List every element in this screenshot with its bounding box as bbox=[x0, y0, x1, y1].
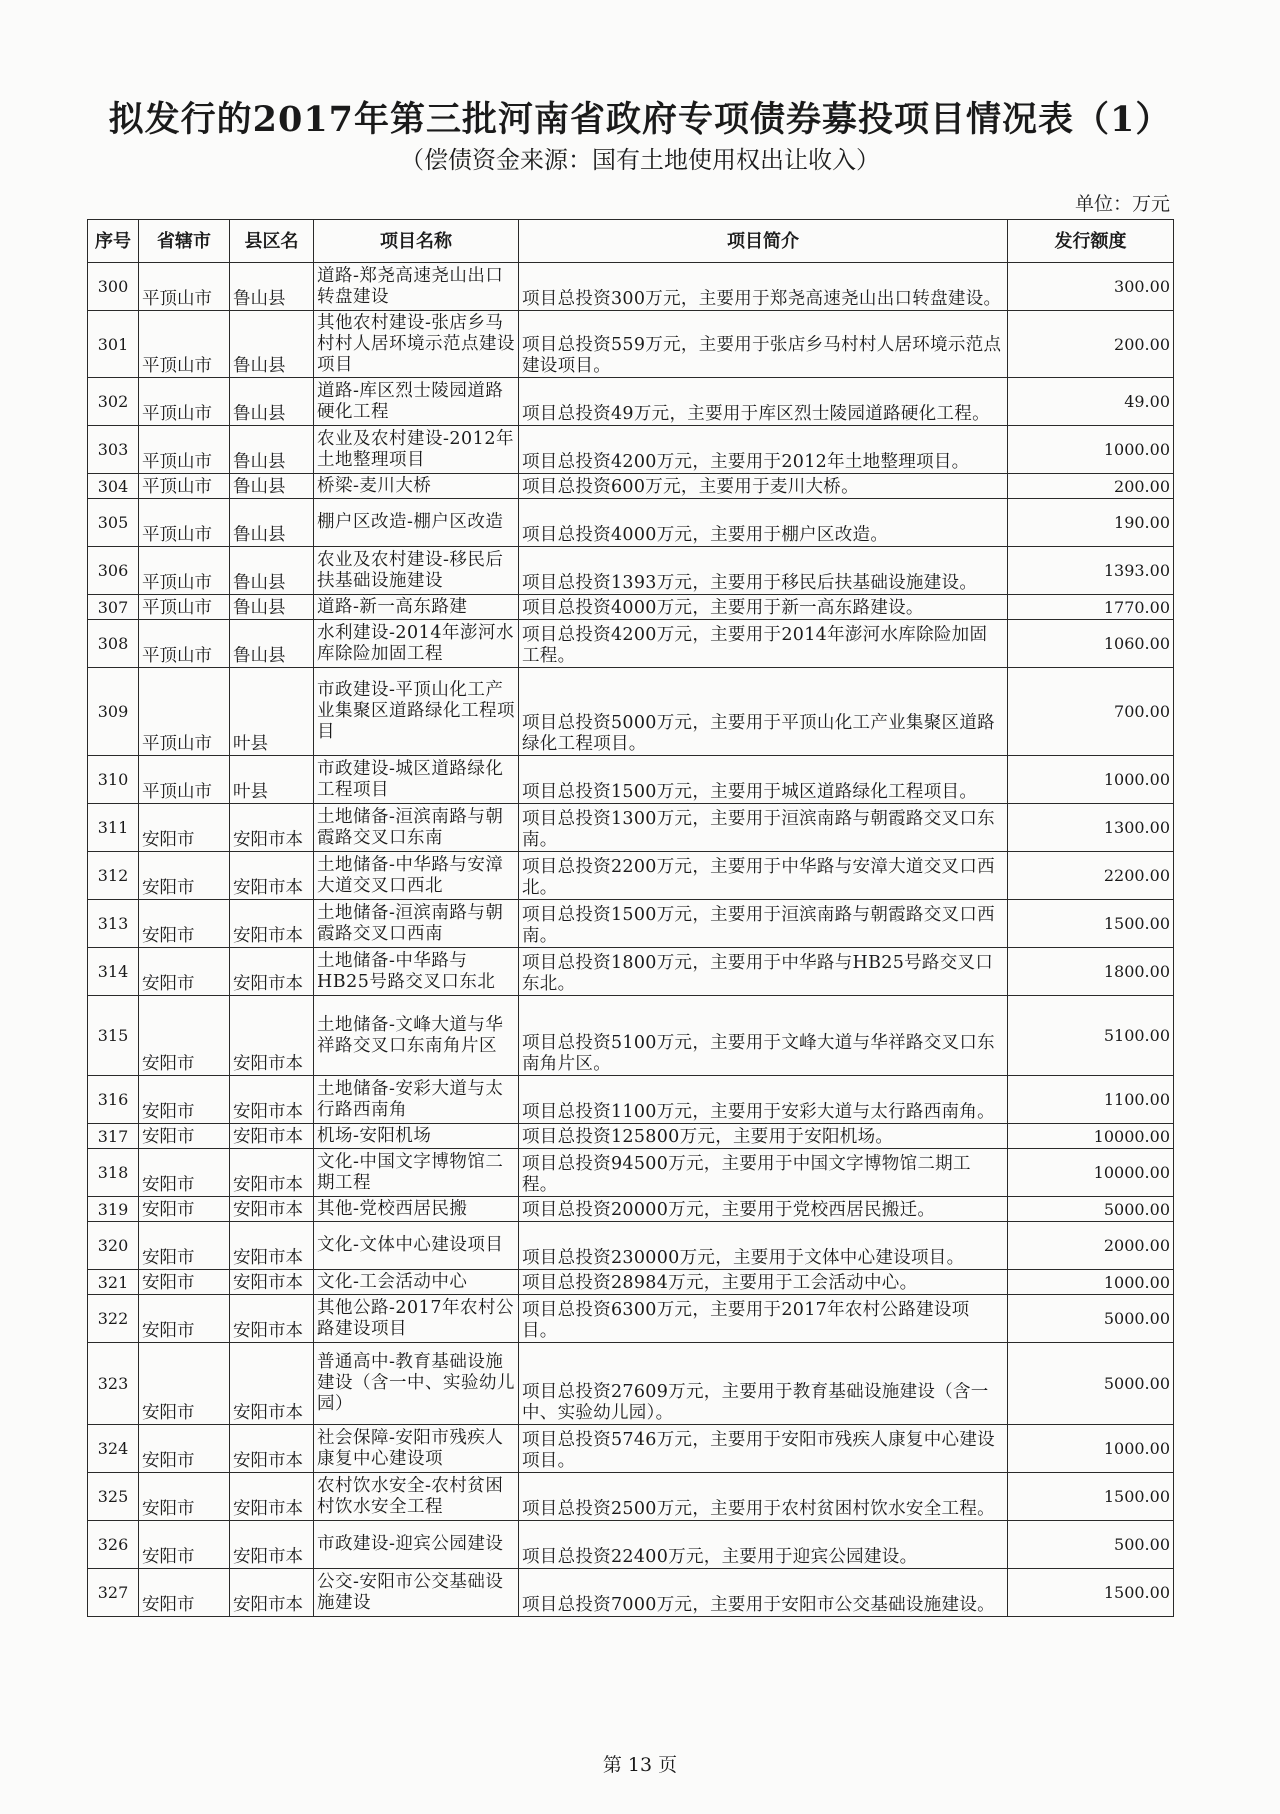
header-amount: 发行额度 bbox=[1008, 220, 1174, 263]
cell-description: 项目总投资4200万元，主要用于2012年土地整理项目。 bbox=[519, 426, 1008, 474]
table-row bbox=[88, 1270, 1174, 1295]
cell-county: 安阳市本 bbox=[230, 804, 314, 852]
table-row bbox=[88, 1295, 1174, 1343]
cell-description: 项目总投资1500万元，主要用于城区道路绿化工程项目。 bbox=[519, 756, 1008, 804]
cell-city: 安阳市 bbox=[139, 1295, 230, 1343]
cell-amount: 10000.00 bbox=[1008, 1124, 1174, 1149]
cell-project-name: 农业及农村建设-移民后扶基础设施建设 bbox=[314, 547, 519, 595]
cell-seq: 319 bbox=[88, 1197, 139, 1222]
cell-city: 平顶山市 bbox=[139, 426, 230, 474]
cell-description: 项目总投资125800万元，主要用于安阳机场。 bbox=[519, 1124, 1008, 1149]
cell-project-name: 市政建设-平顶山化工产业集聚区道路绿化工程项目 bbox=[314, 668, 519, 756]
cell-seq: 301 bbox=[88, 311, 139, 378]
cell-seq: 306 bbox=[88, 547, 139, 595]
cell-amount: 1800.00 bbox=[1008, 948, 1174, 996]
cell-description: 项目总投资6300万元，主要用于2017年农村公路建设项目。 bbox=[519, 1295, 1008, 1343]
cell-amount: 1500.00 bbox=[1008, 1569, 1174, 1617]
cell-amount: 1100.00 bbox=[1008, 1076, 1174, 1124]
cell-amount: 1500.00 bbox=[1008, 900, 1174, 948]
cell-county: 安阳市本 bbox=[230, 1222, 314, 1270]
header-county: 县区名 bbox=[230, 220, 314, 263]
cell-county: 安阳市本 bbox=[230, 900, 314, 948]
cell-city: 安阳市 bbox=[139, 1149, 230, 1197]
cell-amount: 1000.00 bbox=[1008, 426, 1174, 474]
cell-seq: 307 bbox=[88, 595, 139, 620]
cell-project-name: 水利建设-2014年澎河水库除险加固工程 bbox=[314, 620, 519, 668]
cell-description: 项目总投资27609万元，主要用于教育基础设施建设（含一中、实验幼儿园）。 bbox=[519, 1343, 1008, 1425]
cell-project-name: 土地储备-安彩大道与太行路西南角 bbox=[314, 1076, 519, 1124]
table-row bbox=[88, 499, 1174, 547]
cell-project-name: 桥梁-麦川大桥 bbox=[314, 474, 519, 499]
cell-county: 安阳市本 bbox=[230, 948, 314, 996]
cell-seq: 327 bbox=[88, 1569, 139, 1617]
cell-city: 平顶山市 bbox=[139, 263, 230, 311]
cell-description: 项目总投资1800万元，主要用于中华路与HB25号路交叉口东北。 bbox=[519, 948, 1008, 996]
cell-project-name: 公交-安阳市公交基础设施建设 bbox=[314, 1569, 519, 1617]
table-row bbox=[88, 948, 1174, 996]
cell-seq: 315 bbox=[88, 996, 139, 1076]
cell-city: 安阳市 bbox=[139, 900, 230, 948]
cell-amount: 5000.00 bbox=[1008, 1295, 1174, 1343]
cell-amount: 1060.00 bbox=[1008, 620, 1174, 668]
table-row bbox=[88, 547, 1174, 595]
cell-seq: 317 bbox=[88, 1124, 139, 1149]
table-row bbox=[88, 1521, 1174, 1569]
cell-seq: 321 bbox=[88, 1270, 139, 1295]
cell-seq: 309 bbox=[88, 668, 139, 756]
table-row bbox=[88, 620, 1174, 668]
cell-description: 项目总投资2500万元，主要用于农村贫困村饮水安全工程。 bbox=[519, 1473, 1008, 1521]
cell-county: 安阳市本 bbox=[230, 1149, 314, 1197]
cell-amount: 200.00 bbox=[1008, 474, 1174, 499]
table-header-row bbox=[88, 220, 1174, 263]
cell-county: 安阳市本 bbox=[230, 1270, 314, 1295]
cell-county: 安阳市本 bbox=[230, 1425, 314, 1473]
cell-description: 项目总投资1300万元，主要用于洹滨南路与朝霞路交叉口东南。 bbox=[519, 804, 1008, 852]
cell-county: 鲁山县 bbox=[230, 595, 314, 620]
cell-city: 安阳市 bbox=[139, 1222, 230, 1270]
cell-county: 鲁山县 bbox=[230, 378, 314, 426]
cell-county: 安阳市本 bbox=[230, 1521, 314, 1569]
cell-amount: 1000.00 bbox=[1008, 756, 1174, 804]
cell-city: 平顶山市 bbox=[139, 311, 230, 378]
header-seq: 序号 bbox=[88, 220, 139, 263]
table-row bbox=[88, 1149, 1174, 1197]
cell-project-name: 棚户区改造-棚户区改造 bbox=[314, 499, 519, 547]
cell-county: 安阳市本 bbox=[230, 852, 314, 900]
cell-project-name: 市政建设-城区道路绿化工程项目 bbox=[314, 756, 519, 804]
cell-county: 安阳市本 bbox=[230, 1343, 314, 1425]
cell-amount: 1000.00 bbox=[1008, 1425, 1174, 1473]
cell-project-name: 市政建设-迎宾公园建设 bbox=[314, 1521, 519, 1569]
cell-project-name: 土地储备-洹滨南路与朝霞路交叉口东南 bbox=[314, 804, 519, 852]
cell-city: 安阳市 bbox=[139, 1473, 230, 1521]
cell-description: 项目总投资559万元，主要用于张店乡马村村人居环境示范点建设项目。 bbox=[519, 311, 1008, 378]
cell-description: 项目总投资5746万元，主要用于安阳市残疾人康复中心建设项目。 bbox=[519, 1425, 1008, 1473]
cell-seq: 313 bbox=[88, 900, 139, 948]
cell-description: 项目总投资4000万元，主要用于新一高东路建设。 bbox=[519, 595, 1008, 620]
cell-county: 鲁山县 bbox=[230, 620, 314, 668]
cell-amount: 1500.00 bbox=[1008, 1473, 1174, 1521]
table-row bbox=[88, 1222, 1174, 1270]
cell-seq: 325 bbox=[88, 1473, 139, 1521]
cell-amount: 1000.00 bbox=[1008, 1270, 1174, 1295]
cell-city: 安阳市 bbox=[139, 1270, 230, 1295]
project-table bbox=[87, 219, 1174, 1617]
cell-county: 叶县 bbox=[230, 668, 314, 756]
table-row bbox=[88, 1473, 1174, 1521]
cell-city: 安阳市 bbox=[139, 1076, 230, 1124]
table-row bbox=[88, 804, 1174, 852]
document-title: 拟发行的2017年第三批河南省政府专项债券募投项目情况表（1） bbox=[108, 99, 1172, 140]
table-row bbox=[88, 900, 1174, 948]
table-row bbox=[88, 263, 1174, 311]
cell-seq: 303 bbox=[88, 426, 139, 474]
cell-project-name: 土地储备-洹滨南路与朝霞路交叉口西南 bbox=[314, 900, 519, 948]
cell-seq: 322 bbox=[88, 1295, 139, 1343]
cell-project-name: 农业及农村建设-2012年土地整理项目 bbox=[314, 426, 519, 474]
cell-amount: 1393.00 bbox=[1008, 547, 1174, 595]
page-number: 第 13 页 bbox=[602, 1754, 678, 1776]
cell-description: 项目总投资300万元，主要用于郑尧高速尧山出口转盘建设。 bbox=[519, 263, 1008, 311]
unit-label: 单位：万元 bbox=[1074, 193, 1170, 215]
cell-project-name: 其他-党校西居民搬 bbox=[314, 1197, 519, 1222]
cell-amount: 700.00 bbox=[1008, 668, 1174, 756]
cell-description: 项目总投资230000万元，主要用于文体中心建设项目。 bbox=[519, 1222, 1008, 1270]
cell-amount: 190.00 bbox=[1008, 499, 1174, 547]
cell-city: 平顶山市 bbox=[139, 378, 230, 426]
cell-amount: 5000.00 bbox=[1008, 1197, 1174, 1222]
header-project-name: 项目名称 bbox=[314, 220, 519, 263]
cell-project-name: 土地储备-中华路与HB25号路交叉口东北 bbox=[314, 948, 519, 996]
cell-county: 鲁山县 bbox=[230, 263, 314, 311]
cell-project-name: 机场-安阳机场 bbox=[314, 1124, 519, 1149]
cell-county: 鲁山县 bbox=[230, 499, 314, 547]
cell-county: 安阳市本 bbox=[230, 1076, 314, 1124]
cell-county: 安阳市本 bbox=[230, 1124, 314, 1149]
table-row bbox=[88, 426, 1174, 474]
cell-description: 项目总投资7000万元，主要用于安阳市公交基础设施建设。 bbox=[519, 1569, 1008, 1617]
table-row bbox=[88, 1076, 1174, 1124]
cell-description: 项目总投资2200万元，主要用于中华路与安漳大道交叉口西北。 bbox=[519, 852, 1008, 900]
cell-description: 项目总投资22400万元，主要用于迎宾公园建设。 bbox=[519, 1521, 1008, 1569]
header-city: 省辖市 bbox=[139, 220, 230, 263]
cell-city: 平顶山市 bbox=[139, 547, 230, 595]
document-subtitle: （偿债资金来源：国有土地使用权出让收入） bbox=[400, 146, 880, 174]
cell-city: 安阳市 bbox=[139, 1197, 230, 1222]
cell-amount: 300.00 bbox=[1008, 263, 1174, 311]
cell-county: 安阳市本 bbox=[230, 1295, 314, 1343]
cell-amount: 5100.00 bbox=[1008, 996, 1174, 1076]
cell-county: 安阳市本 bbox=[230, 1473, 314, 1521]
cell-county: 安阳市本 bbox=[230, 996, 314, 1076]
cell-amount: 1300.00 bbox=[1008, 804, 1174, 852]
cell-seq: 326 bbox=[88, 1521, 139, 1569]
cell-project-name: 土地储备-文峰大道与华祥路交叉口东南角片区 bbox=[314, 996, 519, 1076]
cell-city: 平顶山市 bbox=[139, 474, 230, 499]
cell-city: 安阳市 bbox=[139, 1521, 230, 1569]
cell-seq: 305 bbox=[88, 499, 139, 547]
cell-project-name: 文化-中国文字博物馆二期工程 bbox=[314, 1149, 519, 1197]
cell-amount: 5000.00 bbox=[1008, 1343, 1174, 1425]
cell-seq: 311 bbox=[88, 804, 139, 852]
cell-amount: 200.00 bbox=[1008, 311, 1174, 378]
table-row bbox=[88, 1425, 1174, 1473]
cell-description: 项目总投资28984万元，主要用于工会活动中心。 bbox=[519, 1270, 1008, 1295]
cell-city: 安阳市 bbox=[139, 948, 230, 996]
cell-city: 安阳市 bbox=[139, 1569, 230, 1617]
cell-project-name: 道路-新一高东路建 bbox=[314, 595, 519, 620]
cell-description: 项目总投资4200万元，主要用于2014年澎河水库除险加固工程。 bbox=[519, 620, 1008, 668]
table-row bbox=[88, 474, 1174, 499]
cell-project-name: 道路-库区烈士陵园道路硬化工程 bbox=[314, 378, 519, 426]
cell-seq: 312 bbox=[88, 852, 139, 900]
cell-county: 叶县 bbox=[230, 756, 314, 804]
cell-seq: 308 bbox=[88, 620, 139, 668]
cell-city: 安阳市 bbox=[139, 852, 230, 900]
cell-project-name: 社会保障-安阳市残疾人康复中心建设项 bbox=[314, 1425, 519, 1473]
cell-amount: 10000.00 bbox=[1008, 1149, 1174, 1197]
table-row bbox=[88, 996, 1174, 1076]
table-row bbox=[88, 1343, 1174, 1425]
cell-city: 安阳市 bbox=[139, 996, 230, 1076]
cell-county: 鲁山县 bbox=[230, 474, 314, 499]
cell-project-name: 其他公路-2017年农村公路建设项目 bbox=[314, 1295, 519, 1343]
cell-city: 安阳市 bbox=[139, 1343, 230, 1425]
cell-description: 项目总投资4000万元，主要用于棚户区改造。 bbox=[519, 499, 1008, 547]
cell-city: 安阳市 bbox=[139, 1124, 230, 1149]
cell-seq: 310 bbox=[88, 756, 139, 804]
cell-description: 项目总投资5000万元，主要用于平顶山化工产业集聚区道路绿化工程项目。 bbox=[519, 668, 1008, 756]
cell-county: 鲁山县 bbox=[230, 311, 314, 378]
cell-county: 鲁山县 bbox=[230, 426, 314, 474]
cell-county: 安阳市本 bbox=[230, 1569, 314, 1617]
table-row bbox=[88, 1569, 1174, 1617]
cell-city: 平顶山市 bbox=[139, 620, 230, 668]
cell-seq: 324 bbox=[88, 1425, 139, 1473]
cell-amount: 2000.00 bbox=[1008, 1222, 1174, 1270]
cell-county: 鲁山县 bbox=[230, 547, 314, 595]
cell-seq: 320 bbox=[88, 1222, 139, 1270]
table-row bbox=[88, 756, 1174, 804]
table-row bbox=[88, 378, 1174, 426]
cell-description: 项目总投资20000万元，主要用于党校西居民搬迁。 bbox=[519, 1197, 1008, 1222]
cell-seq: 304 bbox=[88, 474, 139, 499]
cell-seq: 302 bbox=[88, 378, 139, 426]
cell-project-name: 道路-郑尧高速尧山出口转盘建设 bbox=[314, 263, 519, 311]
cell-description: 项目总投资1393万元，主要用于移民后扶基础设施建设。 bbox=[519, 547, 1008, 595]
cell-amount: 2200.00 bbox=[1008, 852, 1174, 900]
cell-project-name: 普通高中-教育基础设施建设（含一中、实验幼儿园） bbox=[314, 1343, 519, 1425]
cell-city: 平顶山市 bbox=[139, 668, 230, 756]
table-row bbox=[88, 668, 1174, 756]
table-row bbox=[88, 1124, 1174, 1149]
cell-project-name: 文化-工会活动中心 bbox=[314, 1270, 519, 1295]
cell-seq: 316 bbox=[88, 1076, 139, 1124]
cell-project-name: 土地储备-中华路与安漳大道交叉口西北 bbox=[314, 852, 519, 900]
cell-project-name: 其他农村建设-张店乡马村村人居环境示范点建设项目 bbox=[314, 311, 519, 378]
cell-city: 平顶山市 bbox=[139, 756, 230, 804]
cell-amount: 49.00 bbox=[1008, 378, 1174, 426]
cell-seq: 314 bbox=[88, 948, 139, 996]
cell-description: 项目总投资94500万元，主要用于中国文字博物馆二期工程。 bbox=[519, 1149, 1008, 1197]
table-row bbox=[88, 852, 1174, 900]
cell-project-name: 文化-文体中心建设项目 bbox=[314, 1222, 519, 1270]
cell-seq: 323 bbox=[88, 1343, 139, 1425]
cell-amount: 500.00 bbox=[1008, 1521, 1174, 1569]
cell-city: 安阳市 bbox=[139, 1425, 230, 1473]
cell-description: 项目总投资49万元，主要用于库区烈士陵园道路硬化工程。 bbox=[519, 378, 1008, 426]
cell-city: 平顶山市 bbox=[139, 595, 230, 620]
cell-description: 项目总投资1500万元，主要用于洹滨南路与朝霞路交叉口西南。 bbox=[519, 900, 1008, 948]
table-row bbox=[88, 595, 1174, 620]
cell-project-name: 农村饮水安全-农村贫困村饮水安全工程 bbox=[314, 1473, 519, 1521]
cell-seq: 300 bbox=[88, 263, 139, 311]
cell-county: 安阳市本 bbox=[230, 1197, 314, 1222]
table-row bbox=[88, 1197, 1174, 1222]
cell-seq: 318 bbox=[88, 1149, 139, 1197]
header-description: 项目简介 bbox=[519, 220, 1008, 263]
cell-amount: 1770.00 bbox=[1008, 595, 1174, 620]
cell-city: 安阳市 bbox=[139, 804, 230, 852]
table-row bbox=[88, 311, 1174, 378]
cell-city: 平顶山市 bbox=[139, 499, 230, 547]
cell-description: 项目总投资600万元，主要用于麦川大桥。 bbox=[519, 474, 1008, 499]
cell-description: 项目总投资1100万元，主要用于安彩大道与太行路西南角。 bbox=[519, 1076, 1008, 1124]
cell-description: 项目总投资5100万元，主要用于文峰大道与华祥路交叉口东南角片区。 bbox=[519, 996, 1008, 1076]
